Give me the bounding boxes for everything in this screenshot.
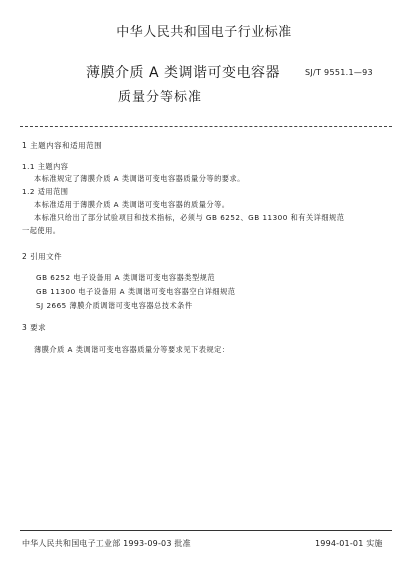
- section-1-2-text-1: 本标准适用于薄膜介质 A 类调谐可变电容器的质量分等。: [34, 200, 230, 209]
- section-1-1-heading: 1.1 主题内容: [22, 162, 69, 171]
- section-1-1-text: 本标准规定了薄膜介质 A 类调谐可变电容器质量分等的要求。: [34, 174, 245, 183]
- document-subtitle: 质量分等标准: [118, 90, 203, 105]
- section-1-heading: 1 主题内容和适用范围: [22, 141, 103, 150]
- header-divider: [20, 126, 392, 127]
- approval-date: 中华人民共和国电子工业部 1993-09-03 批准: [22, 539, 191, 548]
- section-3-text: 薄膜介质 A 类调谐可变电容器质量分等要求见下表规定：: [34, 345, 230, 354]
- document-title: 薄膜介质 A 类调谐可变电容器: [86, 65, 280, 81]
- effective-date: 1994-01-01 实施: [315, 539, 383, 548]
- reference-item: GB 11300 电子设备用 A 类调谐可变电容器空白详细规范: [36, 287, 236, 296]
- standard-header: 中华人民共和国电子行业标准: [116, 25, 292, 40]
- section-1-2-heading: 1.2 适用范围: [22, 187, 69, 196]
- reference-item: SJ 2665 薄膜介质调谐可变电容器总技术条件: [36, 301, 193, 310]
- standard-number: SJ/T 9551.1—93: [305, 68, 373, 77]
- reference-item: GB 6252 电子设备用 A 类调谐可变电容器类型规范: [36, 273, 216, 282]
- footer-divider: [20, 530, 392, 531]
- section-1-2-text-3: 一起使用。: [22, 226, 61, 235]
- section-2-heading: 2 引用文件: [22, 252, 63, 261]
- section-1-2-text-2: 本标准只给出了部分试验项目和技术指标，必须与 GB 6252、GB 11300 和有关详细规范: [34, 213, 345, 222]
- section-3-heading: 3 要求: [22, 323, 47, 332]
